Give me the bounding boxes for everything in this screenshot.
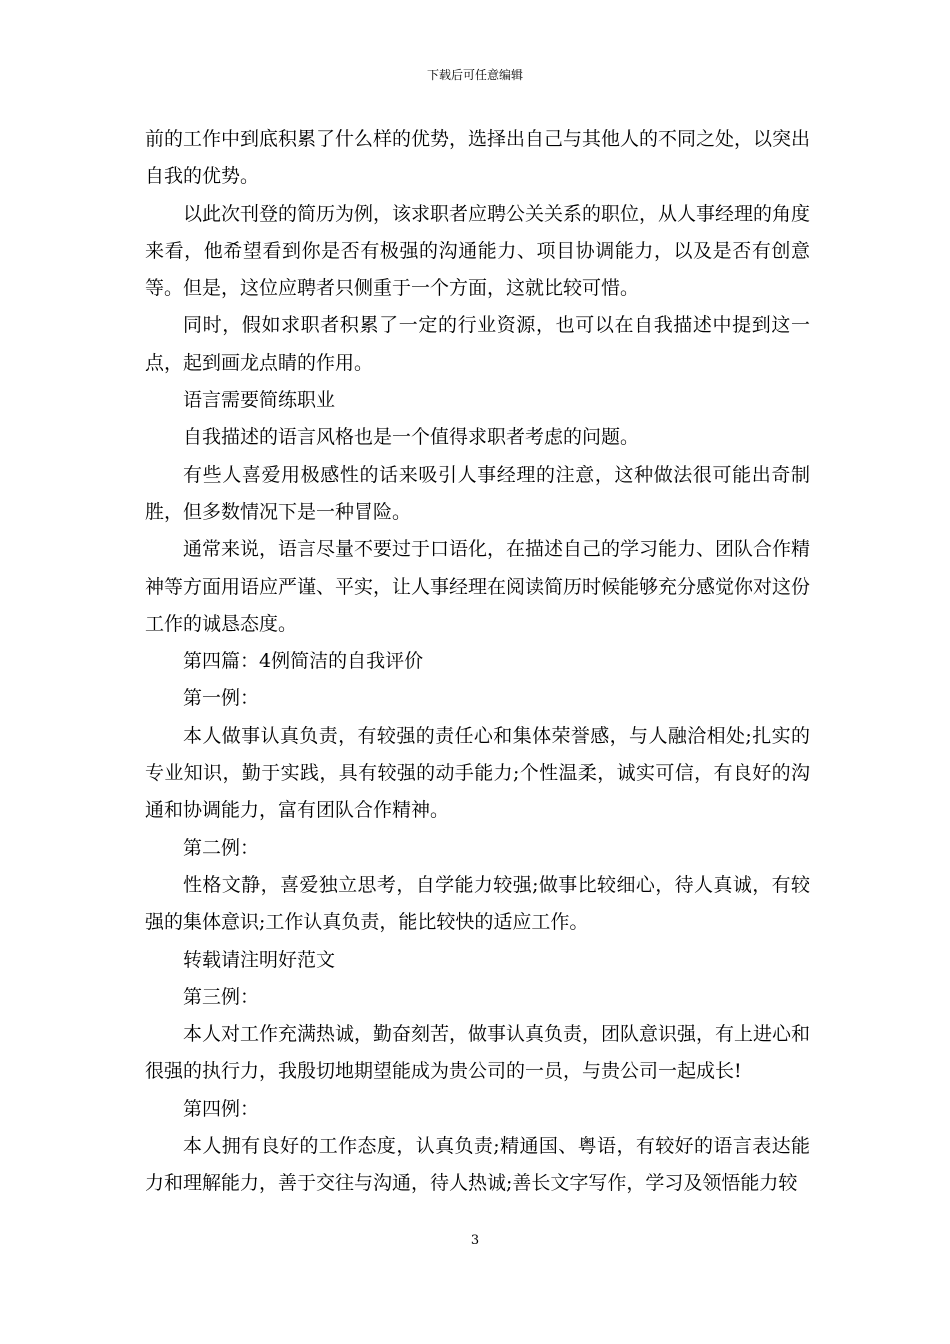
paragraph: 本人对工作充满热诚，勤奋刻苦，做事认真负责，团队意识强，有上进心和很强的执行力，我殷切地期望能成为贵公司的一员，与贵公司一起成长!	[145, 1023, 811, 1083]
paragraph: 自我描述的语言风格也是一个值得求职者考虑的问题。	[183, 426, 640, 449]
example-heading: 第一例：	[183, 687, 260, 710]
document-body	[145, 121, 810, 1203]
page-number: 3	[470, 1233, 480, 1248]
section-heading: 第四篇：4例简洁的自我评价	[183, 650, 424, 673]
paragraph: 有些人喜爱用极感性的话来吸引人事经理的注意，这种做法很可能出奇制胜，但多数情况下是一种冒险。	[145, 463, 810, 523]
paragraph: 通常来说，语言尽量不要过于口语化，在描述自己的学习能力、团队合作精神等方面用语应严谨、平实，让人事经理在阅读简历时候能够充分感觉你对这份工作的诚恳态度。	[145, 538, 811, 635]
example-heading: 第三例：	[183, 985, 260, 1008]
paragraph: 前的工作中到底积累了什么样的优势，选择出自己与其他人的不同之处，以突出自我的优势。	[145, 128, 811, 188]
example-heading: 第四例：	[183, 1097, 260, 1120]
example-heading: 第二例：	[183, 836, 260, 859]
page-header: 下载后可任意编辑	[426, 68, 523, 82]
paragraph: 转载请注明好范文	[183, 948, 336, 971]
paragraph: 以此次刊登的简历为例，该求职者应聘公关关系的职位，从人事经理的角度来看，他希望看到你是否有极强的沟通能力、项目协调能力，以及是否有创意等。但是，这位应聘者只侧重于一个方面，这就比较可惜。	[145, 202, 811, 300]
paragraph: 同时，假如求职者积累了一定的行业资源，也可以在自我描述中提到这一点，起到画龙点睛的作用。	[145, 314, 810, 374]
paragraph: 本人做事认真负责，有较强的责任心和集体荣誉感，与人融洽相处;扎实的专业知识，勤于实践，具有较强的动手能力;个性温柔，诚实可信，有良好的沟通和协调能力，富有团队合作精神。	[145, 724, 810, 822]
paragraph: 本人拥有良好的工作态度，认真负责;精通国、粤语，有较好的语言表达能力和理解能力，善于交往与沟通，待人热诚;善长文字写作，学习及领悟能力较	[145, 1135, 810, 1195]
section-heading: 语言需要简练职业	[183, 389, 336, 412]
paragraph: 性格文静，喜爱独立思考，自学能力较强;做事比较细心，待人真诚，有较强的集体意识;工作认真负责，能比较快的适应工作。	[145, 873, 810, 934]
